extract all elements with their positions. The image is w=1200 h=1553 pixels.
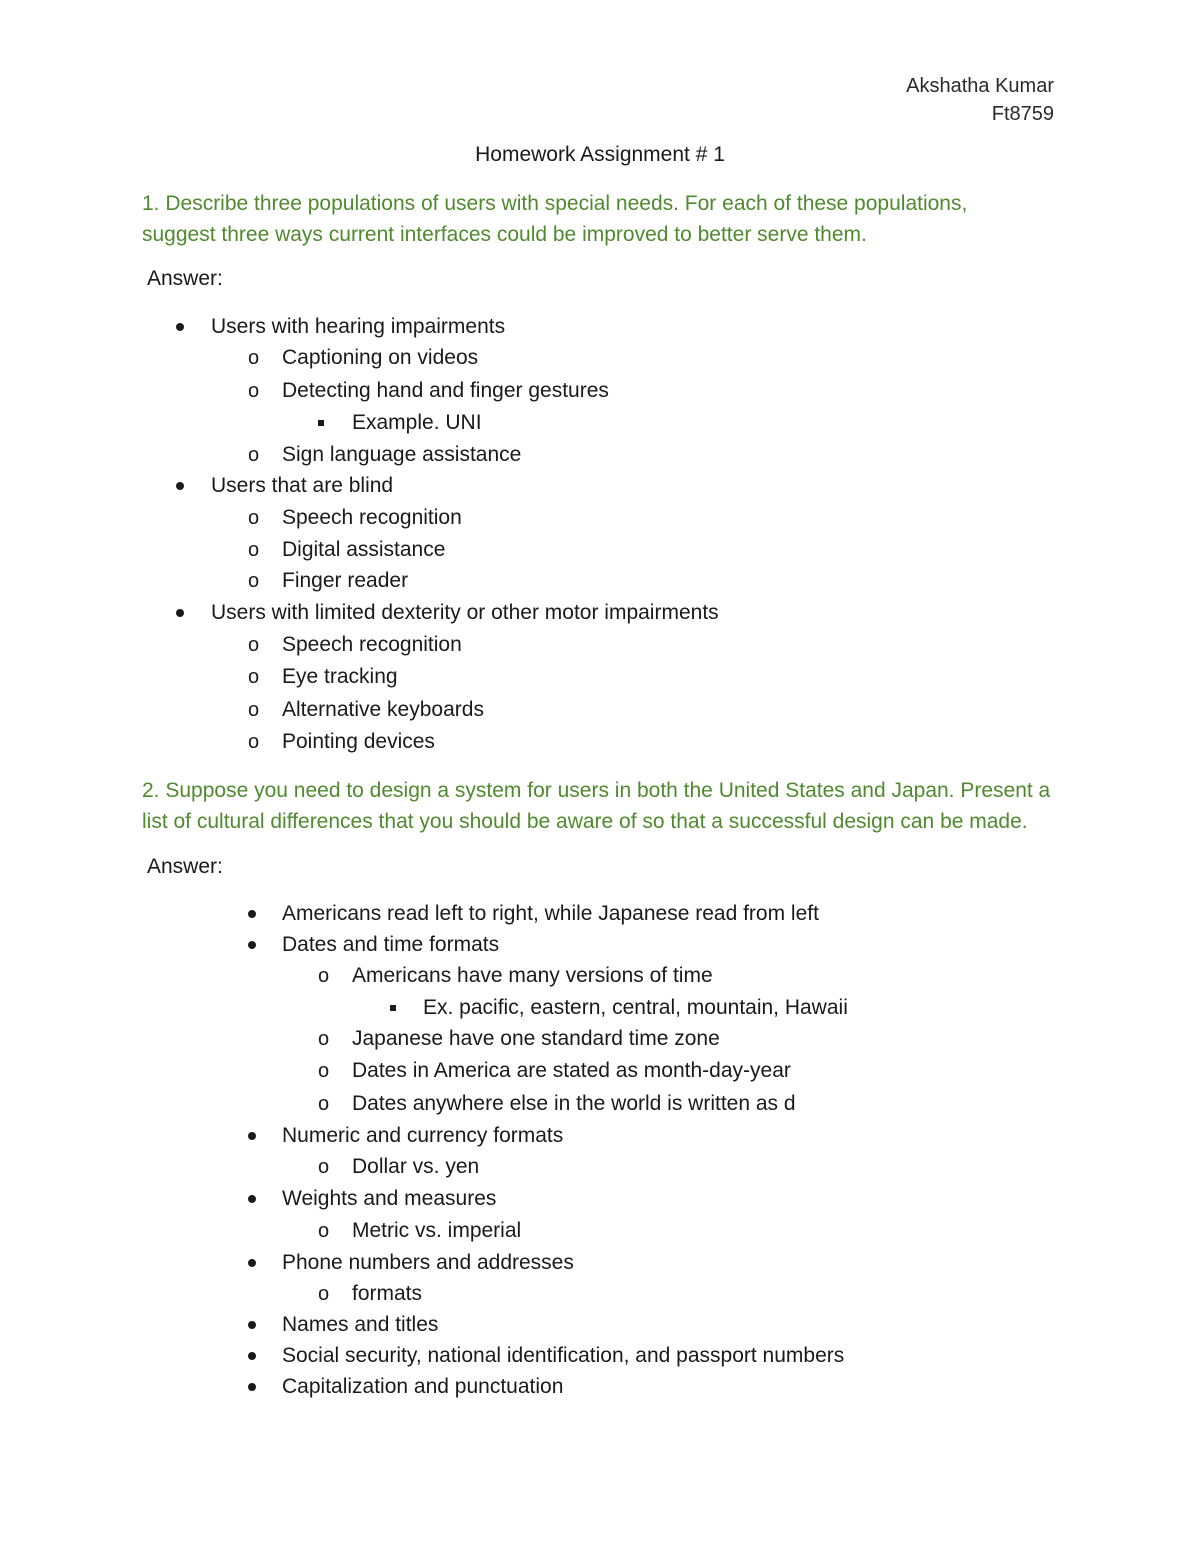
bullet-dot-icon (176, 482, 184, 490)
question-2-line-1: 2. Suppose you need to design a system for users in both the United States and Japan. Present a (142, 779, 1051, 802)
student-id: Ft8759 (991, 103, 1054, 125)
circle-bullet-icon: o (318, 1220, 330, 1242)
circle-bullet-icon: o (248, 570, 260, 592)
list-item-text: Users with hearing impairments (211, 315, 506, 338)
circle-bullet-icon: o (248, 347, 260, 369)
bullet-dot-icon (176, 323, 184, 331)
list-item-text: Japanese have one standard time zone (352, 1027, 720, 1050)
list-item-text: Metric vs. imperial (352, 1219, 522, 1242)
list-item-text: Users that are blind (211, 474, 394, 497)
author-name: Akshatha Kumar (906, 75, 1054, 97)
circle-bullet-icon: o (318, 1283, 330, 1305)
circle-bullet-icon: o (248, 731, 260, 753)
list-item-text: Americans read left to right, while Japanese read from left (282, 902, 819, 925)
list-item-text: Alternative keyboards (282, 698, 484, 721)
circle-bullet-icon: o (248, 507, 260, 529)
list-item-text: Names and titles (282, 1313, 439, 1336)
circle-bullet-icon: o (318, 1028, 330, 1050)
circle-bullet-icon: o (318, 1093, 330, 1115)
list-item-text: Speech recognition (282, 633, 462, 656)
bullet-dot-icon (176, 609, 184, 617)
circle-bullet-icon: o (248, 634, 260, 656)
question-1 (142, 188, 1072, 250)
list-item-text: Dollar vs. yen (352, 1155, 480, 1178)
circle-bullet-icon: o (248, 539, 260, 561)
question-1-line-1: 1. Describe three populations of users with special needs. For each of these populations, (142, 192, 968, 215)
list-item-text: Phone numbers and addresses (282, 1251, 574, 1274)
circle-bullet-icon: o (248, 444, 260, 466)
question-2 (142, 775, 1072, 837)
bullet-dot-icon (248, 1195, 256, 1203)
list-item-text: Users with limited dexterity or other motor impairments (211, 601, 719, 624)
bullet-dot-icon (248, 941, 256, 949)
list-item-text: Example. UNI (352, 411, 482, 434)
list-item-text: Dates and time formats (282, 933, 500, 956)
answer-label-2: Answer: (147, 855, 223, 878)
square-bullet-icon (390, 1005, 396, 1011)
circle-bullet-icon: o (248, 380, 260, 402)
list-item-text: Ex. pacific, eastern, central, mountain, Hawaii (423, 996, 848, 1019)
list-item-text: Finger reader (282, 569, 409, 592)
list-item-text: Dates anywhere else in the world is written as d (352, 1092, 796, 1115)
question-2-line-2: list of cultural differences that you should be aware of so that a successful design can be made. (142, 810, 1028, 833)
answer-label-1: Answer: (147, 267, 223, 290)
list-item-text: Social security, national identification, and passport numbers (282, 1344, 845, 1367)
circle-bullet-icon: o (318, 1156, 330, 1178)
circle-bullet-icon: o (318, 1060, 330, 1082)
document-title: Homework Assignment # 1 (475, 143, 725, 166)
list-item-text: Americans have many versions of time (352, 964, 713, 987)
bullet-dot-icon (248, 1321, 256, 1329)
circle-bullet-icon: o (248, 699, 260, 721)
list-item-text: Detecting hand and finger gestures (282, 379, 609, 402)
list-item-text: Sign language assistance (282, 443, 522, 466)
circle-bullet-icon: o (248, 666, 260, 688)
bullet-dot-icon (248, 910, 256, 918)
bullet-dot-icon (248, 1383, 256, 1391)
list-item-text: Speech recognition (282, 506, 462, 529)
list-item-text: Dates in America are stated as month-day-year (352, 1059, 791, 1082)
list-item-text: Numeric and currency formats (282, 1124, 564, 1147)
list-item-text: Pointing devices (282, 730, 435, 753)
list-item-text: Captioning on videos (282, 346, 479, 369)
bullet-dot-icon (248, 1132, 256, 1140)
bullet-dot-icon (248, 1352, 256, 1360)
question-1-line-2: suggest three ways current interfaces could be improved to better serve them. (142, 223, 867, 246)
list-item-text: formats (352, 1282, 423, 1305)
list-item-text: Digital assistance (282, 538, 446, 561)
bullet-dot-icon (248, 1259, 256, 1267)
list-item-text: Eye tracking (282, 665, 398, 688)
circle-bullet-icon: o (318, 965, 330, 987)
list-item-text: Weights and measures (282, 1187, 497, 1210)
square-bullet-icon (318, 420, 324, 426)
header-block (906, 72, 1054, 128)
list-item-text: Capitalization and punctuation (282, 1375, 564, 1398)
